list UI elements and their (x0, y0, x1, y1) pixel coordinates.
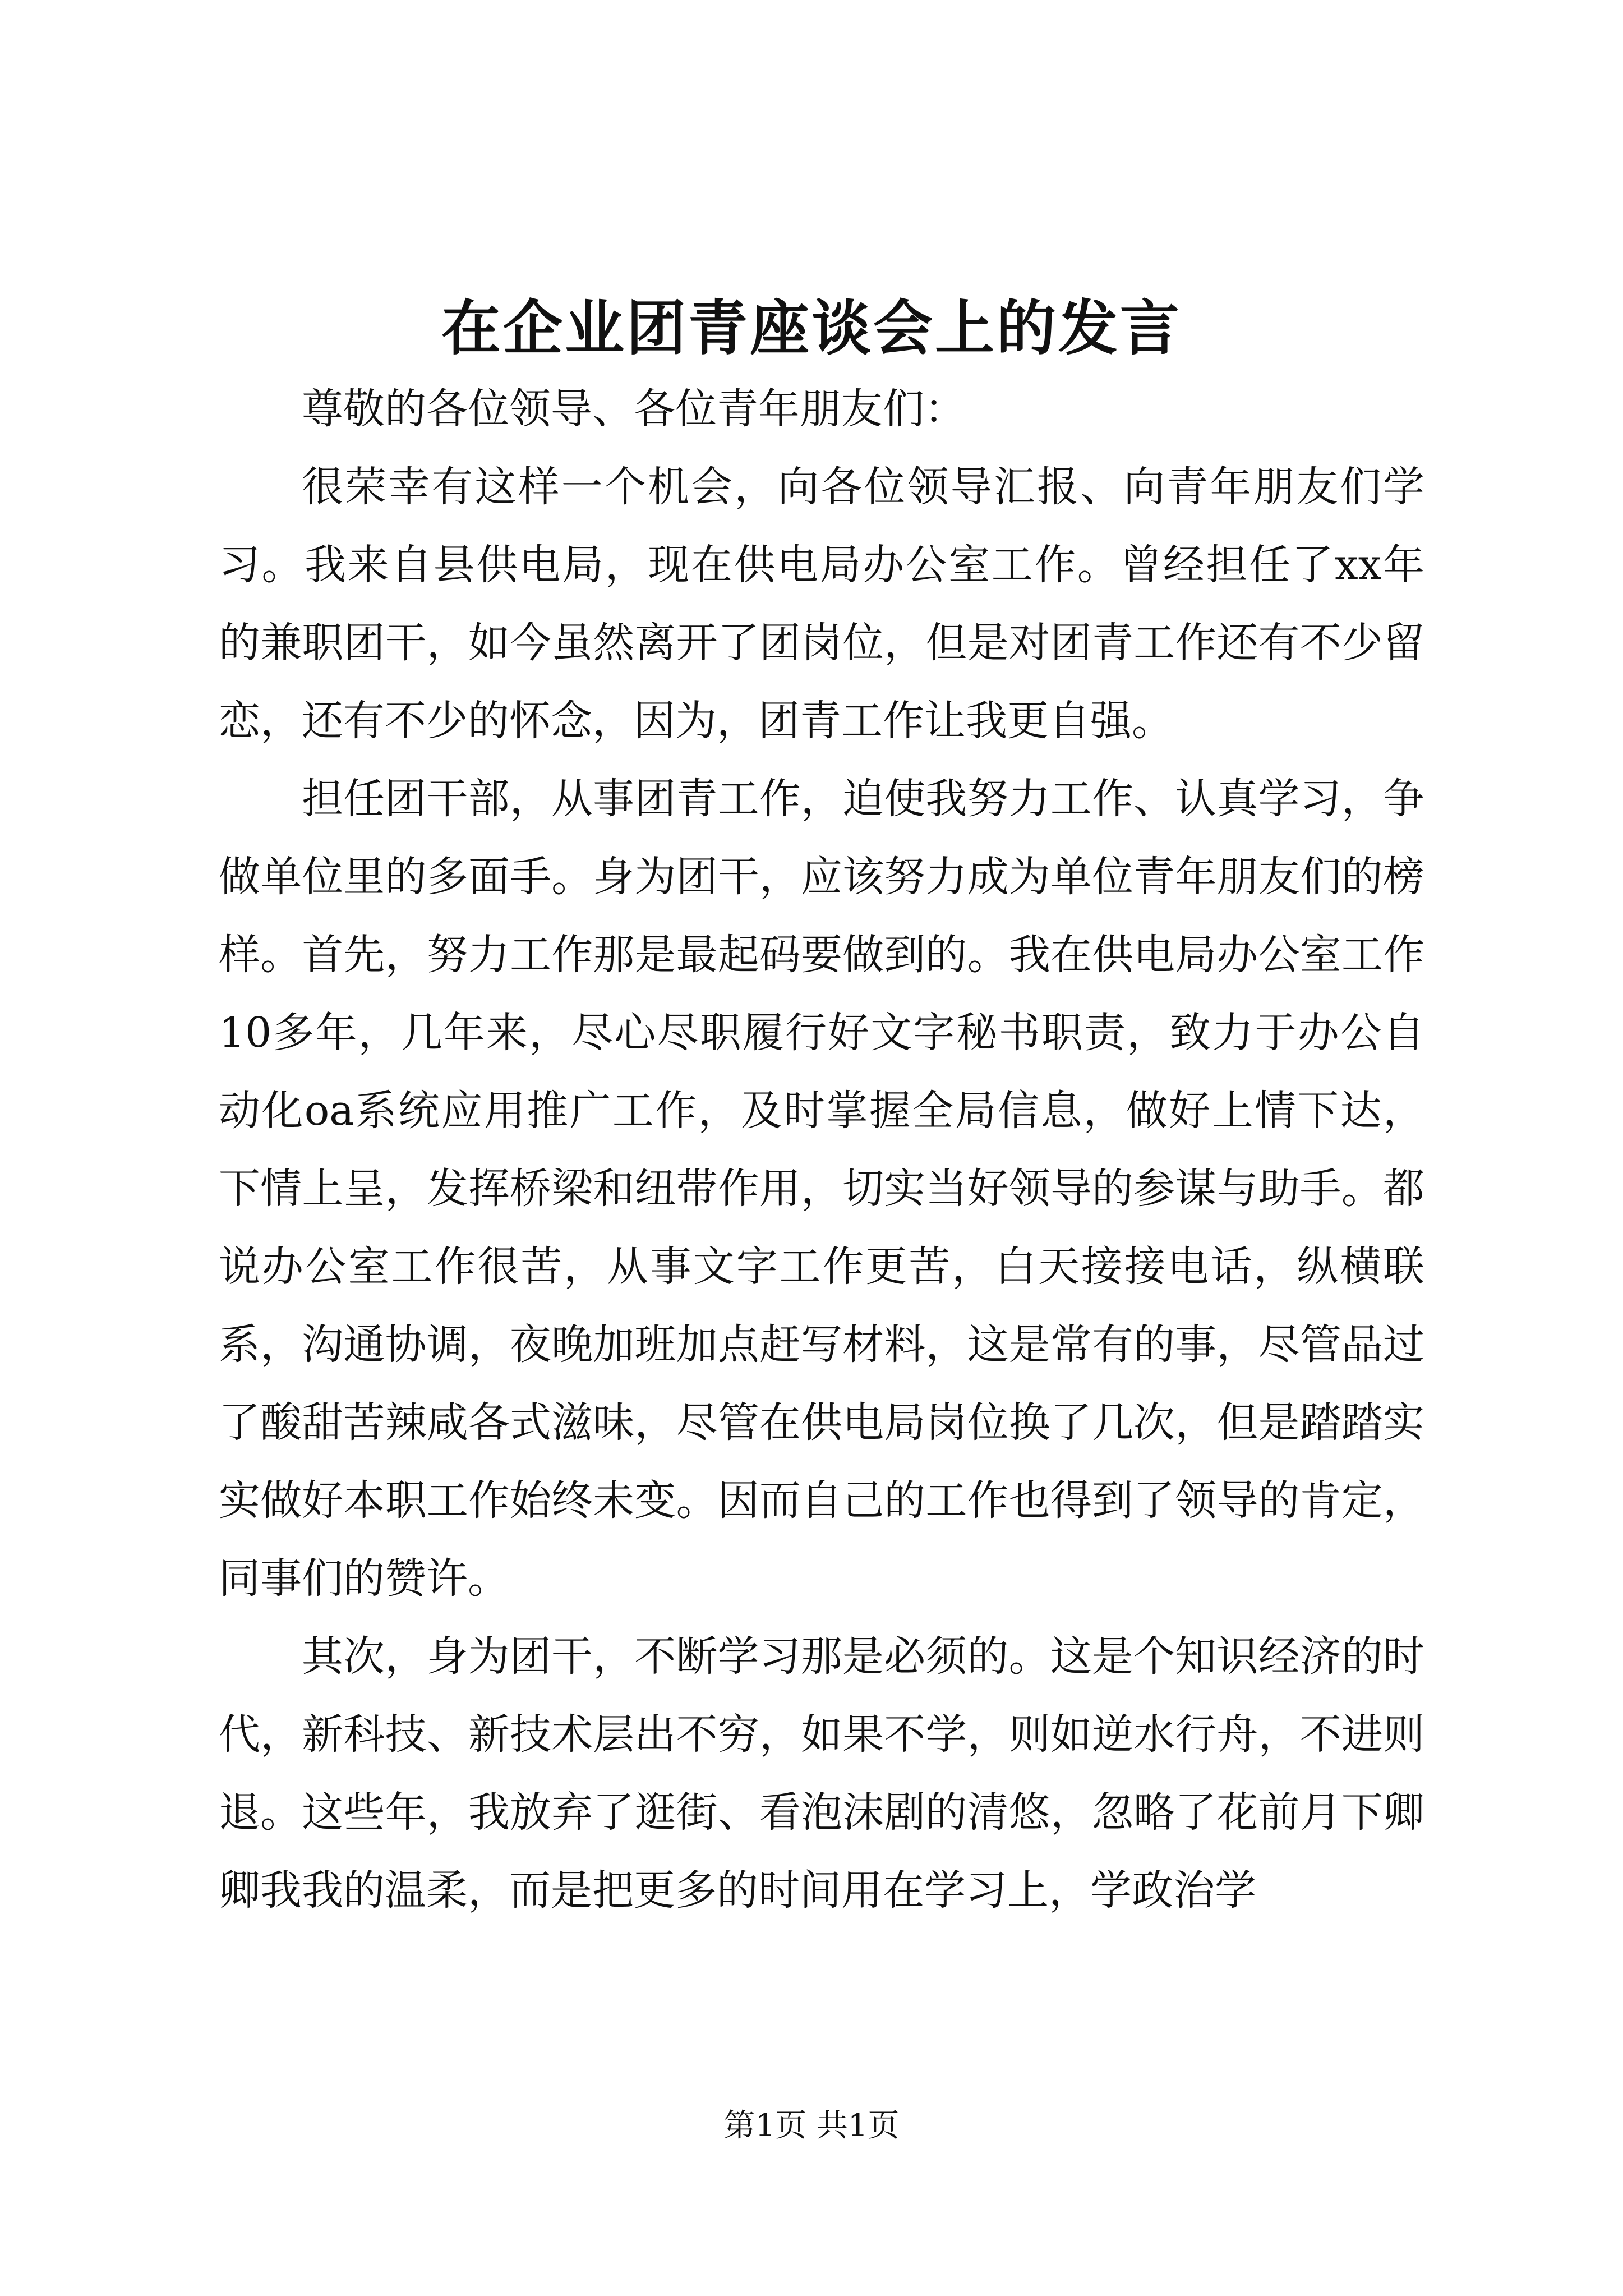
page-footer: 第1页 共1页 (723, 2108, 900, 2144)
paragraph-study: 其次，身为团干，不断学习那是必须的。这是个知识经济的时代，新科技、新技术层出不穷，如果不学，则如逆水行舟，不进则退。这些年，我放弃了逛街、看泡沫剧的清悠，忽略了花前月下卿卿我我的温柔，而是把更多的时间用在学习上，学政治学 (219, 1632, 1424, 1915)
page-title: 在企业团青座谈会上的发言 (441, 293, 1182, 363)
paragraph-introduction: 很荣幸有这样一个机会，向各位领导汇报、向青年朋友们学习。我来自县供电局，现在供电局办公室工作。曾经担任了xx年的兼职团干，如今虽然离开了团岗位，但是对团青工作还有不少留恋，还有不少的怀念，因为，团青工作让我更自强。 (219, 463, 1424, 745)
paragraph-work: 担任团干部，从事团青工作，迫使我努力工作、认真学习，争做单位里的多面手。身为团干，应该努力成为单位青年朋友们的榜样。首先，努力工作那是最起码要做到的。我在供电局办公室工作10多年，几年来，尽心尽职履行好文字秘书职责，致力于办公自动化oa系统应用推广工作，及时掌握全局信息，做好上情下达，下情上呈，发挥桥梁和纽带作用，切实当好领导的参谋与助手。都说办公室工作很苦，从事文字工作更苦，白天接接电话，纵横联系，沟通协调，夜晚加班加点赶写材料，这是常有的事，尽管品过了酸甜苦辣咸各式滋味，尽管在供电局岗位换了几次，但是踏踏实实做好本职工作始终未变。因而自己的工作也得到了领导的肯定，同事们的赞许。 (219, 775, 1424, 1603)
paragraph-salutation: 尊敬的各位领导、各位青年朋友们： (302, 385, 966, 433)
document-body (219, 370, 1424, 1930)
